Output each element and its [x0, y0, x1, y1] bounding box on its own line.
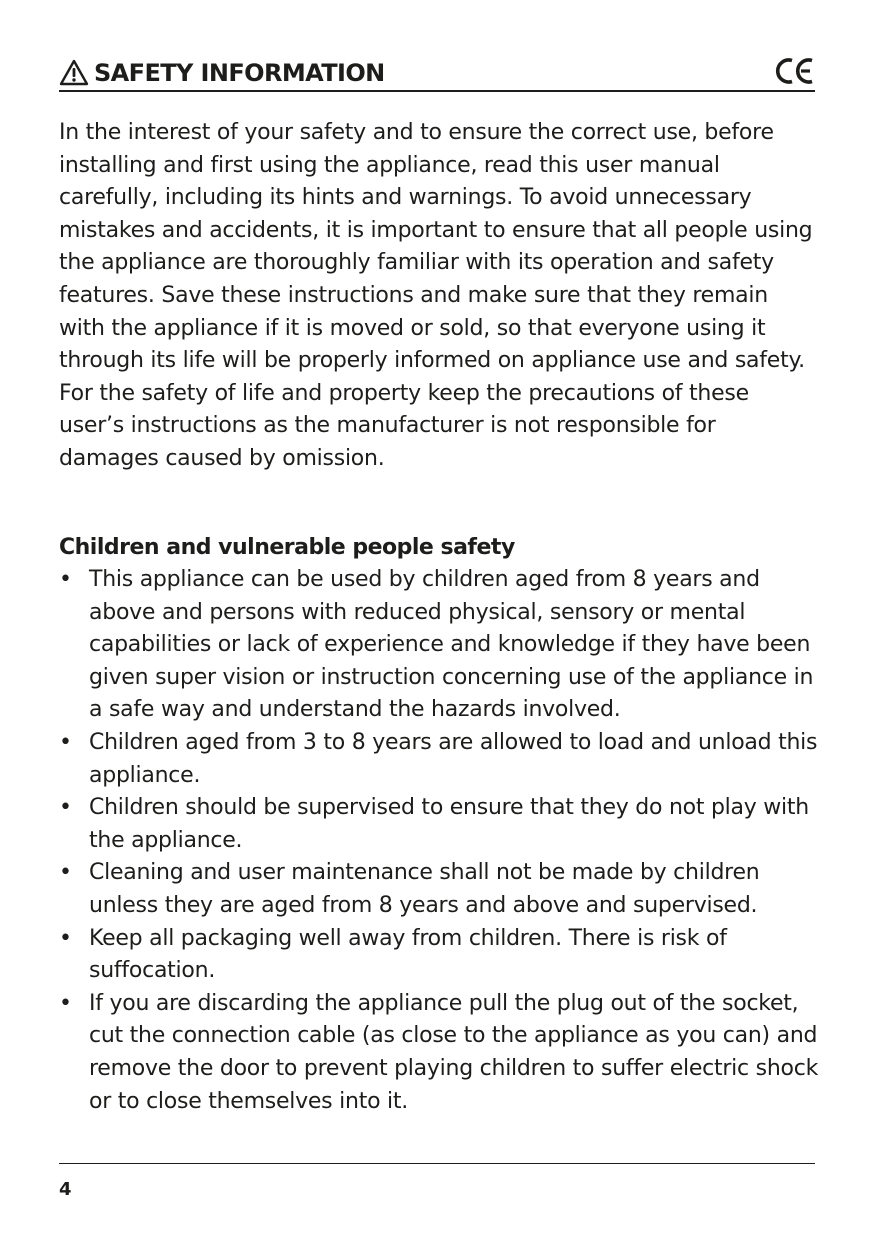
- section-subheading: Children and vulnerable people safety: [59, 535, 515, 560]
- list-item-text: Children aged from 3 to 8 years are allowed to load and unload this appliance.: [89, 729, 818, 788]
- list-item-text: Children should be supervised to ensure that they do not play with the appliance.: [89, 795, 809, 853]
- page-title: SAFETY INFORMATION: [94, 59, 385, 87]
- intro-text: [59, 117, 819, 476]
- ce-mark-icon: [773, 56, 815, 86]
- bullet-icon: •: [59, 567, 72, 592]
- footer-divider: [59, 1163, 815, 1164]
- bullet-icon: •: [59, 729, 72, 755]
- bullet-icon: •: [59, 795, 72, 821]
- list-item: [59, 727, 819, 792]
- section-header: [59, 56, 815, 92]
- list-item: [59, 923, 819, 988]
- list-item-text: If you are discarding the appliance pull the plug out of the socket, cut the connection cable (as close to the appliance as you can) and remove the door to prevent playing children to suffer electric shock or to close themselves into it.: [89, 990, 819, 1114]
- bullet-icon: •: [59, 925, 72, 951]
- intro-paragraph: In the interest of your safety and to ensure the correct use, before installing and first using the appliance, read this user manual carefully, including its hints and warnings. To avoid unnecessary mistakes and accidents, it is important to ensure that all people using the appliance are thoroughly familiar with its operation and safety features. Save these instructions and make sure that they remain with the appliance if it is moved or sold, so that everyone using it through its life will be properly informed on appliance use and safety.: [59, 120, 813, 374]
- page-number: 4: [59, 1179, 72, 1200]
- list-item: [59, 857, 819, 922]
- list-item-text: Cleaning and user maintenance shall not be made by children unless they are aged from 8 years and above and supervised.: [89, 860, 760, 918]
- list-item: [59, 792, 819, 857]
- list-item: [59, 988, 819, 1118]
- intro-paragraph: For the safety of life and property keep the precautions of these user’s instructions as the manufacturer is not responsible for damages caused by omission.: [59, 380, 749, 471]
- list-item-text: Keep all packaging well away from children. There is risk of suffocation.: [89, 925, 727, 984]
- bullet-icon: •: [59, 860, 72, 886]
- list-item-text: This appliance can be used by children aged from 8 years and above and persons with reduced physical, sensory or mental capabilities or lack of experience and knowledge if they have been given super vision or instruction concerning use of the appliance in a safe way and understand the hazards involved.: [89, 567, 814, 723]
- safety-bullet-list: [59, 564, 819, 1118]
- warning-triangle-icon: [59, 59, 89, 86]
- list-item: [59, 564, 819, 727]
- bullet-icon: •: [59, 990, 72, 1016]
